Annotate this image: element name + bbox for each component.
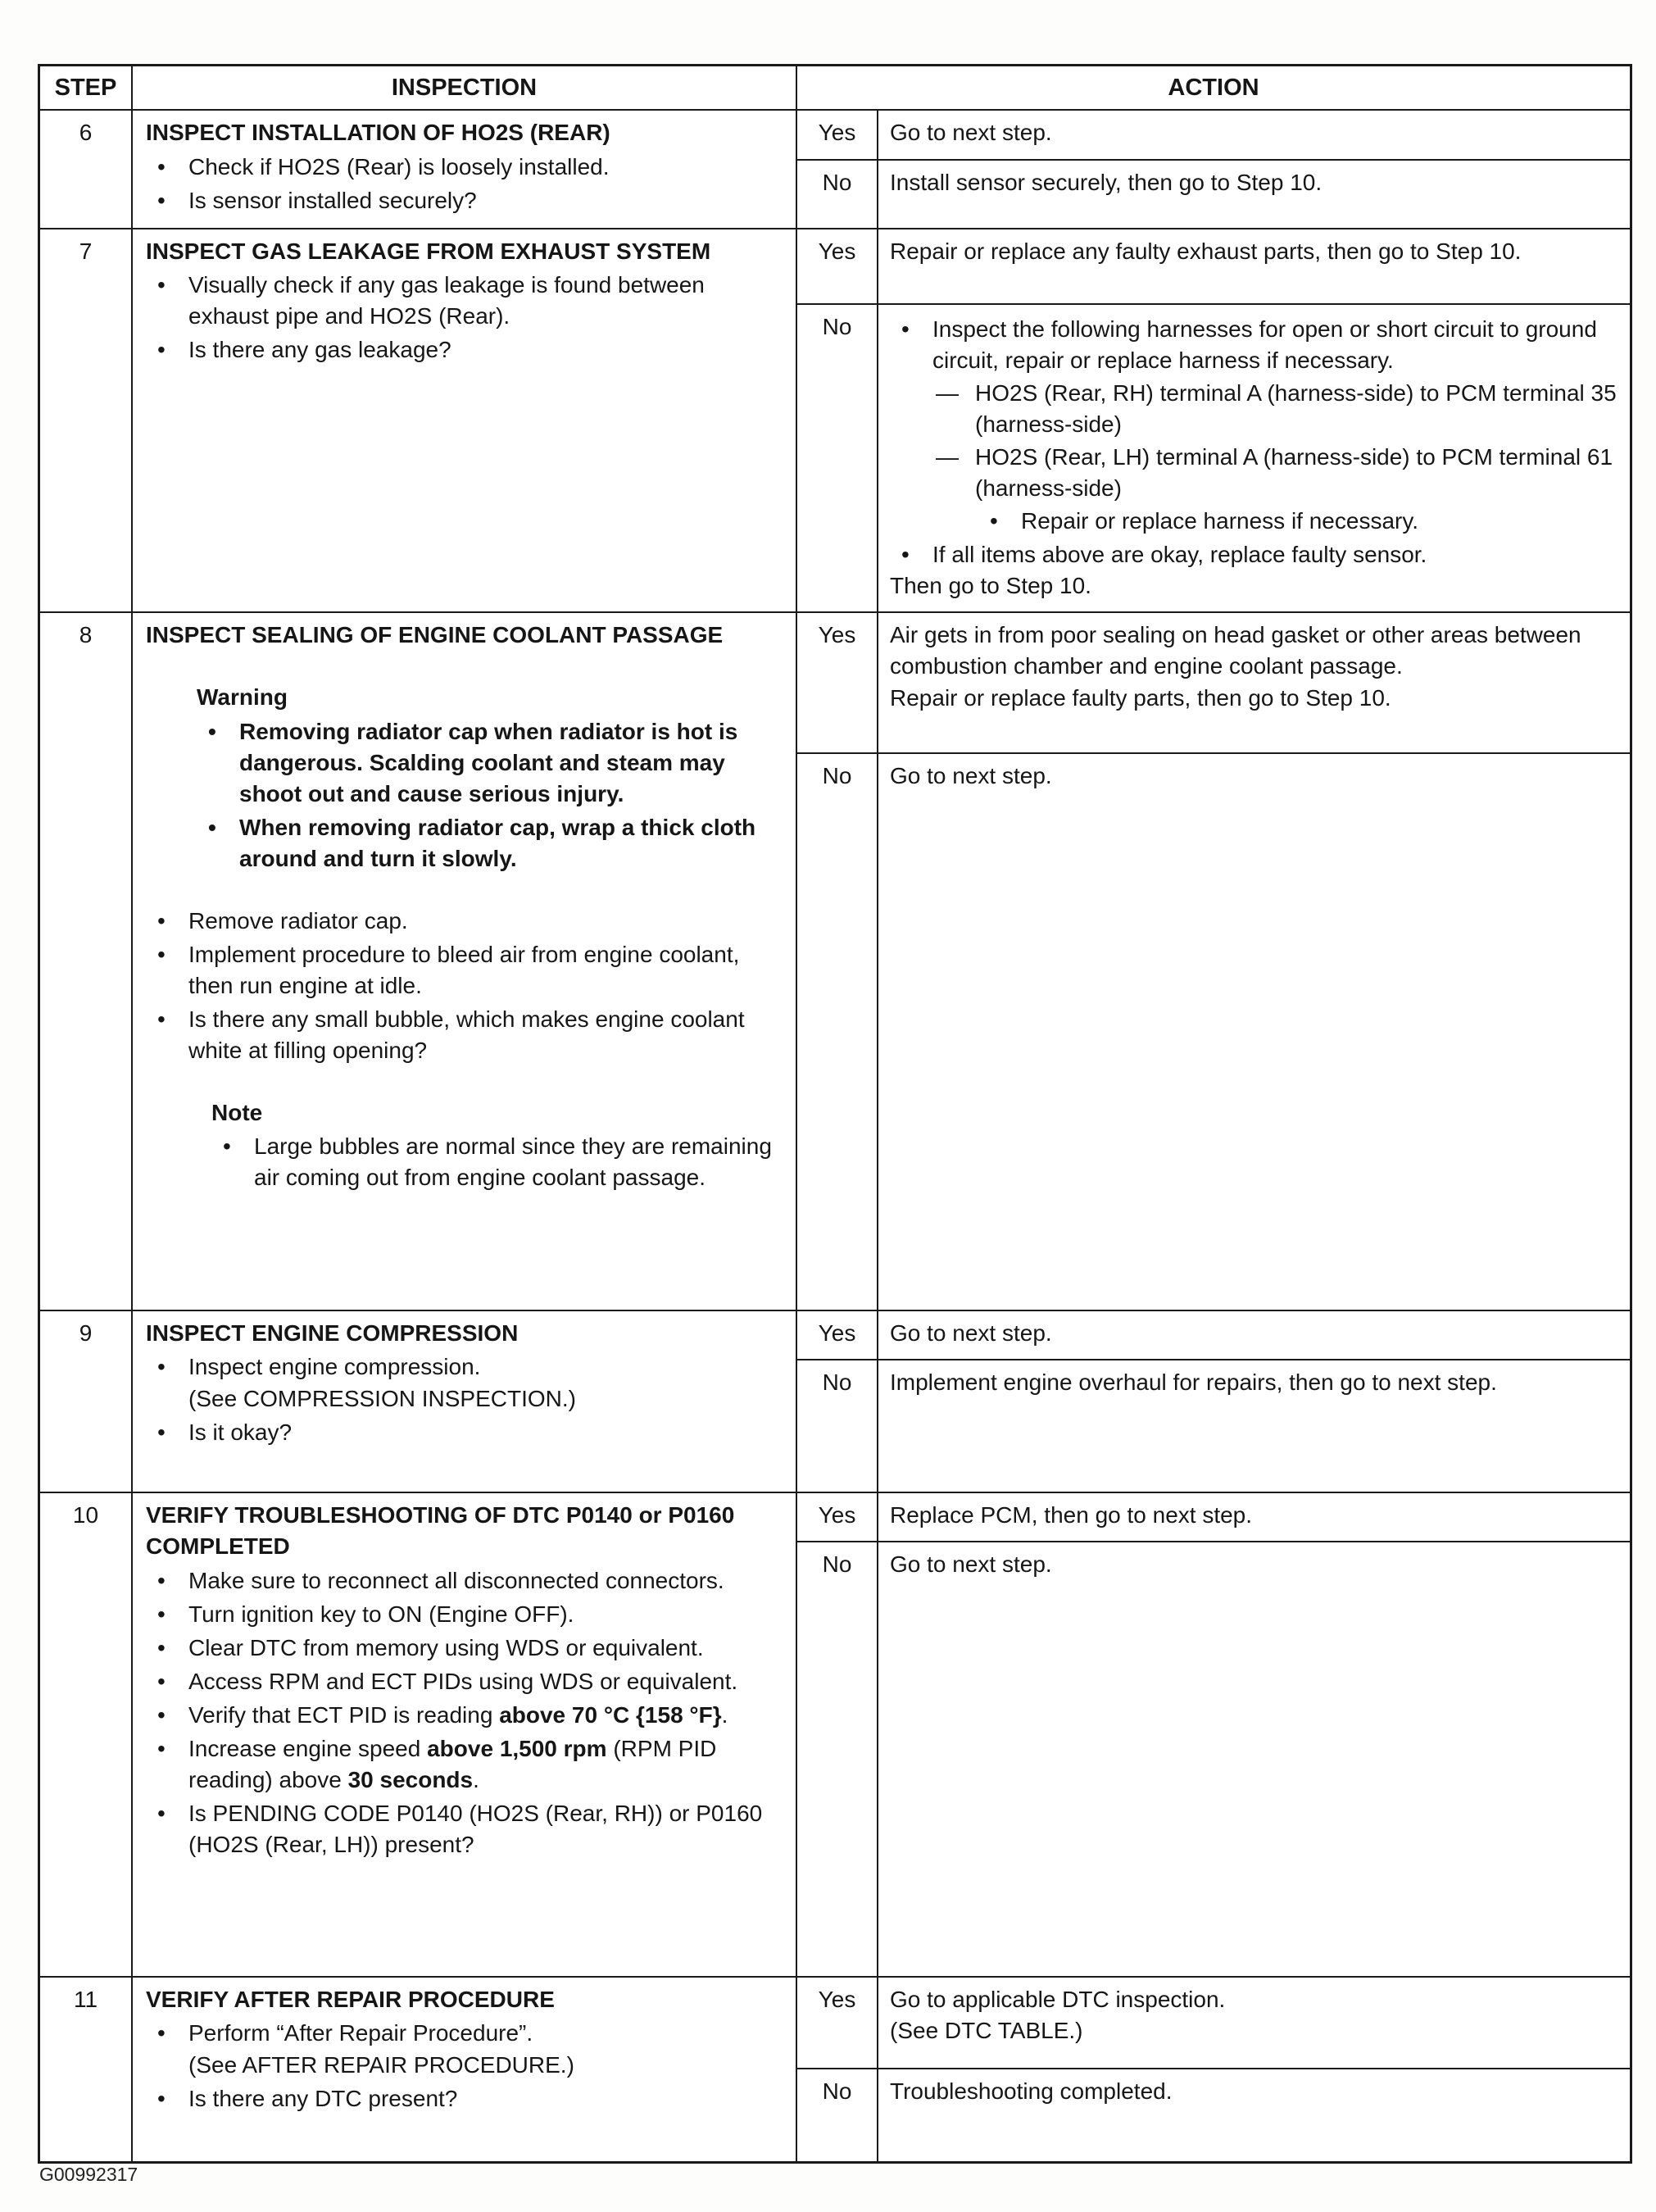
inspection-title: INSPECT ENGINE COMPRESSION	[146, 1320, 519, 1347]
action-bullet: • If all items above are okay, replace faulty sensor.	[890, 539, 1618, 570]
action-bullet: • Inspect the following harnesses for open or short circuit to ground circuit, repair or replace harness if necessary.	[890, 314, 1618, 376]
bullet-line: (See AFTER REPAIR PROCEDURE.)	[188, 2051, 574, 2078]
inspection-title: INSPECT INSTALLATION OF HO2S (REAR)	[146, 120, 610, 146]
inspection-cell	[133, 1978, 797, 2161]
inspection-bullet: • Visually check if any gas leakage is found between exhaust pipe and HO2S (Rear).	[146, 270, 783, 332]
action-yes-row	[797, 1493, 1630, 1541]
text-segment: Increase engine speed	[188, 1735, 428, 1761]
action-line: Go to next step.	[890, 763, 1052, 789]
action-dash-item: — HO2S (Rear, LH) terminal A (harness-side) to PCM terminal 61 (harness-side)	[890, 442, 1618, 504]
action-cell-group	[797, 229, 1630, 612]
inspection-bullet	[146, 1700, 783, 1731]
inspection-title: INSPECT SEALING OF ENGINE COOLANT PASSAGE	[146, 622, 724, 648]
inspection-bullet: • Is there any small bubble, which makes engine coolant white at filling opening?	[146, 1004, 783, 1066]
inspection-bullet: • Is there any gas leakage?	[146, 334, 783, 366]
action-yes-row	[797, 613, 1630, 752]
troubleshooting-table	[38, 64, 1632, 2164]
action-no-row	[797, 2068, 1630, 2161]
step-row-6	[40, 109, 1630, 227]
figure-code: G00992317	[39, 2164, 138, 2185]
warning-label: Warning	[197, 684, 288, 711]
inspection-bullet: • Remove radiator cap.	[146, 906, 783, 937]
step-number: 7	[40, 229, 133, 612]
action-no-row	[797, 1359, 1630, 1492]
text-segment: (RPM PID reading) above	[188, 1735, 717, 1792]
step-number: 9	[40, 1311, 133, 1492]
text-segment-bold: 30 seconds	[347, 1767, 474, 1792]
answer-no: No	[797, 754, 878, 1310]
action-text-cell	[878, 1311, 1630, 1359]
action-yes-row	[797, 1978, 1630, 2068]
inspection-cell	[133, 613, 797, 1310]
action-cell-group	[797, 1311, 1630, 1492]
inspection-title: INSPECT GAS LEAKAGE FROM EXHAUST SYSTEM	[146, 238, 711, 264]
answer-yes: Yes	[797, 229, 878, 303]
bullet-line: • Perform “After Repair Procedure”.	[188, 2020, 533, 2046]
action-line: Replace PCM, then go to next step.	[890, 1502, 1253, 1528]
answer-yes: Yes	[797, 613, 878, 752]
inspection-bullet	[146, 1351, 783, 1414]
inspection-cell	[133, 1493, 797, 1976]
action-text-cell	[878, 1978, 1630, 2068]
step-row-8	[40, 611, 1630, 1310]
action-line: Repair or replace faulty parts, then go to Step 10.	[890, 684, 1391, 711]
action-no-row	[797, 159, 1630, 228]
inspection-cell	[133, 1311, 797, 1492]
action-line: Go to next step.	[890, 1551, 1052, 1578]
action-line: Troubleshooting completed.	[890, 2078, 1173, 2105]
action-line: Go to next step.	[890, 1320, 1052, 1347]
inspection-bullet: • Access RPM and ECT PIDs using WDS or equivalent.	[146, 1666, 783, 1697]
step-row-11	[40, 1976, 1630, 2161]
action-no-row	[797, 303, 1630, 612]
action-text-cell	[878, 1493, 1630, 1541]
step-number: 10	[40, 1493, 133, 1976]
note-label: Note	[211, 1100, 263, 1126]
warning-bullet: • When removing radiator cap, wrap a thick cloth around and turn it slowly.	[197, 812, 783, 874]
action-text-cell	[878, 1542, 1630, 1976]
action-text-cell	[878, 229, 1630, 303]
action-no-row	[797, 752, 1630, 1310]
action-cell-group	[797, 1978, 1630, 2161]
inspection-cell	[133, 111, 797, 227]
inspection-bullet: • Is there any DTC present?	[146, 2083, 783, 2114]
answer-no: No	[797, 1542, 878, 1976]
action-line: Repair or replace any faulty exhaust parts, then go to Step 10.	[890, 238, 1522, 264]
inspection-bullet: • Make sure to reconnect all disconnected connectors.	[146, 1565, 783, 1597]
action-cell-group	[797, 613, 1630, 1310]
inspection-bullet: • Clear DTC from memory using WDS or equivalent.	[146, 1633, 783, 1664]
table-header-row	[40, 66, 1630, 109]
step-number: 6	[40, 111, 133, 227]
action-sub-bullet: • Repair or replace harness if necessary.	[890, 506, 1618, 537]
action-text-cell	[878, 305, 1630, 612]
answer-yes: Yes	[797, 111, 878, 158]
text-segment: Verify that ECT PID is reading	[188, 1701, 500, 1728]
inspection-bullet	[146, 2018, 783, 2080]
inspection-bullet: • Is it okay?	[146, 1417, 783, 1448]
text-segment: .	[721, 1701, 728, 1728]
step-row-10	[40, 1492, 1630, 1976]
action-line: Then go to Step 10.	[890, 573, 1091, 599]
action-cell-group	[797, 111, 1630, 227]
step-row-7	[40, 228, 1630, 612]
action-text-cell	[878, 1360, 1630, 1492]
answer-yes: Yes	[797, 1493, 878, 1541]
action-line: Implement engine overhaul for repairs, then go to next step.	[890, 1369, 1497, 1396]
text-segment-bold: above 1,500 rpm	[427, 1735, 607, 1761]
column-header-inspection: INSPECTION	[133, 66, 797, 109]
inspection-bullet: • Is sensor installed securely?	[146, 185, 783, 216]
action-text-cell	[878, 161, 1630, 228]
action-text-cell	[878, 754, 1630, 1310]
inspection-title: VERIFY AFTER REPAIR PROCEDURE	[146, 1987, 555, 2013]
bullet-line: • Inspect engine compression.	[188, 1354, 481, 1380]
answer-no: No	[797, 2069, 878, 2161]
answer-yes: Yes	[797, 1978, 878, 2068]
action-no-row	[797, 1541, 1630, 1976]
answer-yes: Yes	[797, 1311, 878, 1359]
step-number: 11	[40, 1978, 133, 2161]
inspection-bullet: • Turn ignition key to ON (Engine OFF).	[146, 1599, 783, 1630]
action-text-cell	[878, 111, 1630, 158]
action-yes-row	[797, 229, 1630, 303]
answer-no: No	[797, 161, 878, 228]
step-number: 8	[40, 613, 133, 1310]
action-line: Install sensor securely, then go to Step 10.	[890, 169, 1323, 195]
bullet-line: (See COMPRESSION INSPECTION.)	[188, 1385, 576, 1411]
action-yes-row	[797, 1311, 1630, 1359]
action-text-cell	[878, 2069, 1630, 2161]
action-dash-item: — HO2S (Rear, RH) terminal A (harness-side) to PCM terminal 35 (harness-side)	[890, 378, 1618, 440]
note-bullet: • Large bubbles are normal since they are remaining air coming out from engine coolant passage.	[211, 1131, 783, 1193]
column-header-step: STEP	[40, 66, 133, 109]
action-line: (See DTC TABLE.)	[890, 2018, 1083, 2044]
text-segment-bold: above 70 °C {158 °F}	[499, 1701, 722, 1728]
action-line: Go to next step.	[890, 120, 1052, 146]
step-row-9	[40, 1310, 1630, 1492]
action-text-cell	[878, 613, 1630, 752]
inspection-bullet: • Check if HO2S (Rear) is loosely installed.	[146, 152, 783, 183]
column-header-action: ACTION	[1168, 75, 1259, 101]
action-yes-row	[797, 111, 1630, 158]
answer-no: No	[797, 305, 878, 612]
text-segment: .	[473, 1767, 479, 1792]
inspection-bullet	[146, 1733, 783, 1796]
action-line: Go to applicable DTC inspection.	[890, 1987, 1226, 2013]
answer-no: No	[797, 1360, 878, 1492]
inspection-bullet: • Is PENDING CODE P0140 (HO2S (Rear, RH)) or P0160 (HO2S (Rear, LH)) present?	[146, 1798, 783, 1860]
inspection-title: VERIFY TROUBLESHOOTING OF DTC P0140 or P0160 COMPLETED	[146, 1502, 735, 1560]
action-line: Air gets in from poor sealing on head gasket or other areas between combustion chamber and engine coolant passage.	[890, 622, 1581, 679]
warning-bullet: • Removing radiator cap when radiator is hot is dangerous. Scalding coolant and steam may shoot out and cause serious injury.	[197, 716, 783, 810]
inspection-cell	[133, 229, 797, 612]
inspection-bullet: • Implement procedure to bleed air from engine coolant, then run engine at idle.	[146, 939, 783, 1002]
action-cell-group	[797, 1493, 1630, 1976]
